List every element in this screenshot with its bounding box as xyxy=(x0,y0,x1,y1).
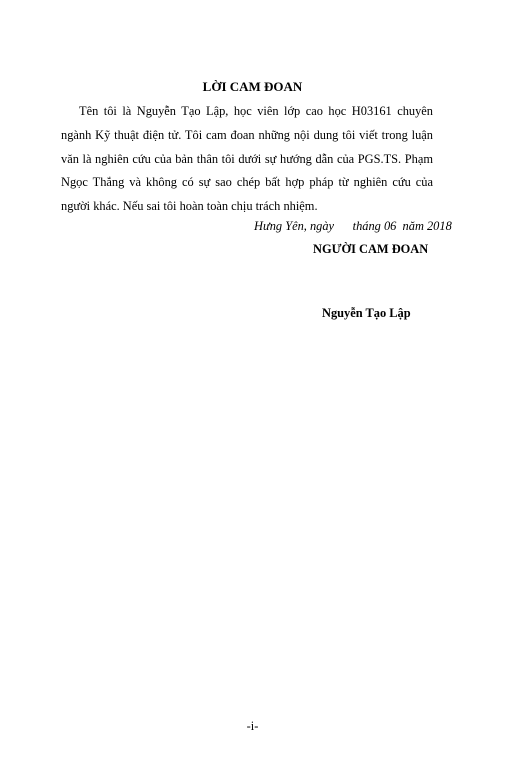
date-line: Hưng Yên, ngày tháng 06 năm 2018 xyxy=(254,219,452,233)
declaration-paragraph: Tên tôi là Nguyễn Tạo Lập, học viên lớp cao học H03161 chuyên ngành Kỹ thuật điện tử. Tôi cam đoan những nội dung tôi viết trong luận văn là nghiên cứu của bản thân tôi dưới sự hướng dẫn của PGS.TS. Phạm Ngọc Thắng và không có sự sao chép bất hợp pháp từ nghiên cứu của người khác. Nếu sai tôi hoàn toàn chịu trách nhiệm. xyxy=(61,104,433,214)
declarant-title: NGƯỜI CAM ĐOAN xyxy=(313,242,429,256)
declarant-name: Nguyễn Tạo Lập xyxy=(322,306,411,320)
page-number: -i- xyxy=(246,719,259,733)
page-title: LỜI CAM ĐOAN xyxy=(202,79,303,94)
